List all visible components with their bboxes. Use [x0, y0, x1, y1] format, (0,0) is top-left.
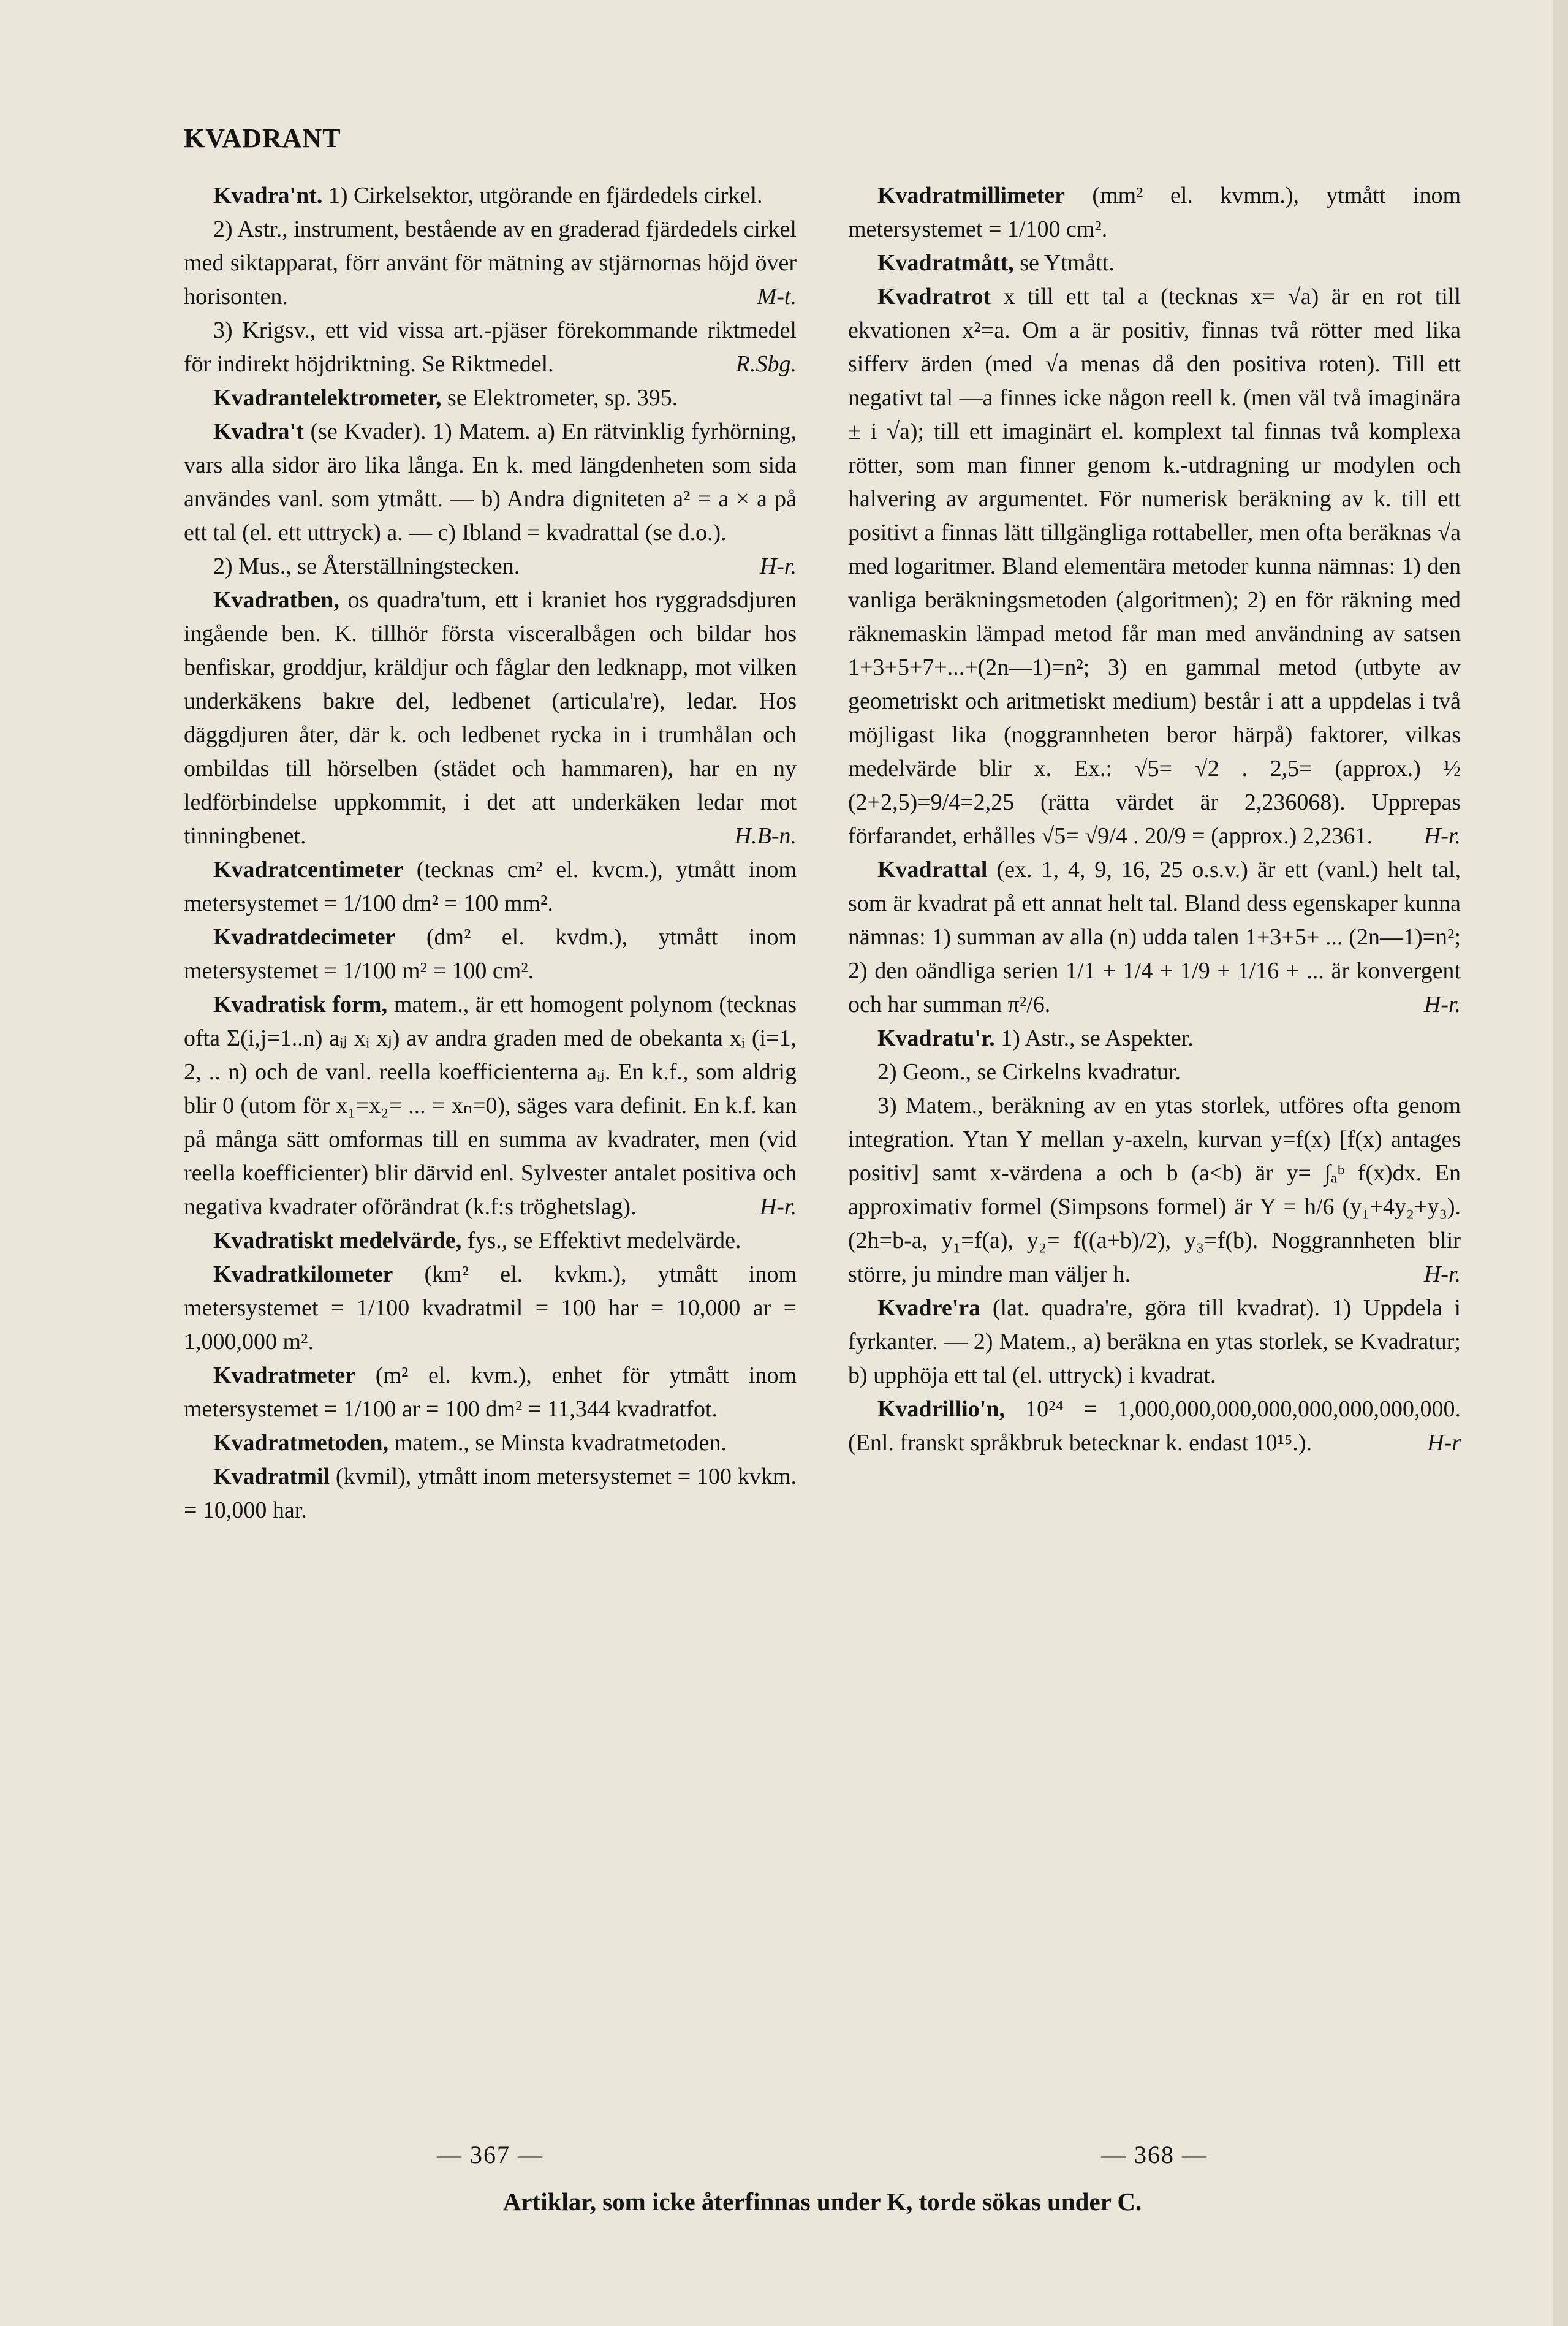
entry — [184, 1359, 797, 1426]
entry-text: (ex. 1, 4, 9, 16, 25 o.s.v.) är ett (vanl.) helt tal, som är kvadrat på ett annat helt tal. Bland dess egenskaper kunna nämnas: 1) summan av alla (n) udda talen 1+3+5+ ... (2n—1)=n²; 2) den oändliga serien 1/1 + 1/4 + 1/9 + 1/16 + ... är konvergent och har summan π²/6. — [848, 857, 1461, 1017]
entry-text: 10²⁴ = 1,000,000,000,000,000,000,000,000. (Enl. franskt språkbruk betecknar k. endast 10¹⁵.). — [848, 1396, 1461, 1456]
entry-text: se Elektrometer, sp. 395. — [447, 385, 678, 411]
author-signature: H-r. — [1423, 1261, 1461, 1287]
entry-text: (se Kvader). 1) Matem. a) En rätvinklig fyrhörning, vars alla sidor äro lika långa. En k. med längdenheten som sida användes vanl. som ytmått. — b) Andra digniteten a² = a × a på ett tal (el. ett uttryck) a. — c) Ibland = kvadrattal (se d.o.). — [184, 419, 797, 545]
entry-text: (dm² el. kvdm.), ytmått inom metersystemet = 1/100 m² = 100 cm². — [184, 924, 797, 984]
entry — [848, 1291, 1461, 1393]
author-signature: H.B-n. — [734, 823, 797, 849]
entry-text: (km² el. kvkm.), ytmått inom metersystemet = 1/100 kvadratmil = 100 har = 10,000 ar = 1,000,000 m². — [184, 1261, 797, 1355]
entry-headword: Kvadratisk form, — [213, 992, 388, 1017]
author-signature: R.Sbg. — [735, 351, 797, 377]
author-signature: H-r — [1427, 1430, 1461, 1456]
entry-text: (lat. quadra're, göra till kvadrat). 1) Uppdela i fyrkanter. — 2) Matem., a) beräkna en ytas storlek, se Kvadratur; b) upphöja ett tal (el. uttryck) i kvadrat. — [848, 1295, 1461, 1388]
entry-headword: Kvadra't — [213, 419, 304, 444]
entry — [848, 1089, 1461, 1291]
entry-headword: Kvadratu'r. — [877, 1025, 995, 1051]
entry — [848, 1022, 1461, 1055]
entry — [184, 988, 797, 1224]
entry-text: os quadra'tum, ett i kraniet hos ryggradsdjuren ingående ben. K. tillhör första visceralbågen och bildar hos benfiskar, groddjur, kräldjur och fåglar den ledknapp, mot vilken underkäkens bakre del, ledbenet (articula're), ledar. Hos däggdjuren åter, där k. och ledbenet rycka in i trumhålan och ombildas till hörselben (städet och hammaren), har en ny ledförbindelse uppkommit, i det att underkäken ledar mot tinningbenet. — [184, 587, 797, 849]
entry-headword: Kvadra'nt. — [213, 183, 323, 208]
entry — [184, 583, 797, 853]
entry-text: (tecknas cm² el. kvcm.), ytmått inom metersystemet = 1/100 dm² = 100 mm². — [184, 857, 797, 916]
entry-text: matem., är ett homogent polynom (tecknas ofta Σ(i,j=1..n) aᵢⱼ xᵢ xⱼ) av andra graden med de obekanta xᵢ (i=1, 2, .. n) och de vanl. reella koefficienterna aᵢⱼ. En k.f., som aldrig blir 0 (utom för x₁=x₂= ... = xₙ=0), säges vara definit. En k.f. kan på många sätt omformas till en summa av kvadrater, men (vid reella koefficienter) blir därvid enl. Sylvester antalet positiva och negativa kvadrater oförändrat (k.f:s tröghetslag). — [184, 992, 797, 1220]
entry-headword: Kvadratrot — [877, 284, 991, 310]
author-signature: H-r. — [759, 553, 797, 579]
entry-text: 2) Astr., instrument, bestående av en graderad fjärdedels cirkel med siktapparat, förr använt för mätning av stjärnornas höjd över horisonten. — [184, 216, 797, 310]
right-column — [848, 179, 1461, 1460]
entry-headword: Kvadrillio'n, — [877, 1396, 1005, 1422]
footer-note: Artiklar, som icke återfinnas under K, torde sökas under C. — [502, 2187, 1142, 2216]
entry-headword: Kvadrattal — [877, 857, 988, 883]
entry-text: (mm² el. kvmm.), ytmått inom metersystemet = 1/100 cm². — [848, 183, 1461, 242]
entry — [184, 853, 797, 921]
entry — [848, 179, 1461, 246]
entry-text: fys., se Effektivt medelvärde. — [467, 1228, 741, 1253]
entry — [184, 213, 797, 314]
entry-text: (m² el. kvm.), enhet för ytmått inom metersystemet = 1/100 ar = 100 dm² = 11,344 kvadratfot. — [184, 1363, 797, 1422]
entry — [184, 1258, 797, 1359]
page-edge — [1553, 0, 1568, 2326]
entry-headword: Kvadratben, — [213, 587, 339, 613]
entry — [184, 314, 797, 381]
author-signature: H-r. — [759, 1194, 797, 1220]
left-column — [184, 179, 797, 1527]
entry-headword: Kvadratmeter — [213, 1363, 356, 1388]
entry-text: 2) Mus., se Återställningstecken. — [213, 553, 520, 579]
entry — [848, 853, 1461, 1022]
author-signature: H-r. — [1423, 823, 1461, 849]
entry — [848, 1055, 1461, 1089]
entry — [184, 921, 797, 988]
entry-text: matem., se Minsta kvadratmetoden. — [394, 1430, 727, 1456]
entry-headword: Kvadratiskt medelvärde, — [213, 1228, 462, 1253]
entry-headword: Kvadre'ra — [877, 1295, 981, 1321]
entry — [184, 1460, 797, 1527]
entry — [184, 1426, 797, 1460]
entry-text: 3) Krigsv., ett vid vissa art.-pjäser förekommande riktmedel för indirekt höjdriktning. Se Riktmedel. — [184, 317, 797, 377]
page-number-left: — 367 — — [437, 2141, 543, 2168]
entry-headword: Kvadratkilometer — [213, 1261, 393, 1287]
entry-text: (kvmil), ytmått inom metersystemet = 100 kvkm. = 10,000 har. — [184, 1464, 797, 1523]
entry — [848, 246, 1461, 280]
entry — [848, 280, 1461, 853]
author-signature: M-t. — [757, 284, 797, 310]
entry-headword: Kvadratmil — [213, 1464, 330, 1489]
entry-headword: Kvadratmått, — [877, 250, 1014, 276]
entry-headword: Kvadratdecimeter — [213, 924, 396, 950]
entry — [184, 1224, 797, 1258]
author-signature: H-r. — [1423, 992, 1461, 1017]
entry-text: 3) Matem., beräkning av en ytas storlek, utföres ofta genom integration. Ytan Y mellan y-axeln, kurvan y=f(x) [f(x) antages positiv] samt x-värdena a och b (a<b) är y= ∫ₐᵇ f(x)dx. En approximativ formel (Simpsons formel) är Y = h/6 (y₁+4y₂+y₃). (2h=b-a, y₁=f(a), y₂= f((a+b)/2), y₃=f(b). Noggrannheten blir större, ju mindre man väljer h. — [848, 1093, 1461, 1287]
page-number-right: — 368 — — [1101, 2141, 1208, 2168]
entry-text: se Ytmått. — [1020, 250, 1115, 276]
entry-text: 1) Astr., se Aspekter. — [1001, 1025, 1194, 1051]
entry — [184, 550, 797, 583]
entry — [184, 179, 797, 213]
entry-headword: Kvadratmetoden, — [213, 1430, 389, 1456]
entry-text: 2) Geom., se Cirkelns kvadratur. — [877, 1059, 1181, 1085]
entry-headword: Kvadratcentimeter — [213, 857, 404, 883]
entry — [848, 1393, 1461, 1460]
running-head: KVADRANT — [184, 123, 341, 153]
entry-headword: Kvadratmillimeter — [877, 183, 1066, 208]
entry-text: x till ett tal a (tecknas x= √a) är en rot till ekvationen x²=a. Om a är positiv, finnas två rötter med lika sifferv ärden (med √a menas då den positiva roten). Till ett negativt tal —a finnes icke någon reell k. (men väl två imaginära ± i √a); till ett imaginärt el. komplext tal finnas två komplexa rötter, som man finner genom k.-utdragning ur modylen och halvering av argumentet. För numerisk beräkning av k. till ett positivt a finnas lätt tillgängliga rottabeller, men ofta beräknas √a med logaritmer. Bland elementära metoder kunna nämnas: 1) den vanliga beräkningsmetoden (algoritmen); 2) en för räkning med räknemaskin lämpad metod får man med användning av satsen 1+3+5+7+...+(2n—1)=n²; 3) en gammal metod (utbyte av geometriskt och aritmetiskt medium) består i att a uppdelas i två möjligast lika (noggrannheten beror härpå) faktorer, vilkas medelvärde blir x. Ex.: √5= √2 . 2,5= (approx.) ½ (2+2,5)=9/4=2,25 (rätta värdet är 2,236068). Upprepas förfarandet, erhålles √5= √9/4 . 20/9 = (approx.) 2,2361. — [848, 284, 1461, 849]
entry-text: 1) Cirkelsektor, utgörande en fjärdedels cirkel. — [328, 183, 763, 208]
entry — [184, 381, 797, 415]
entry-headword: Kvadrantelektrometer, — [213, 385, 442, 411]
